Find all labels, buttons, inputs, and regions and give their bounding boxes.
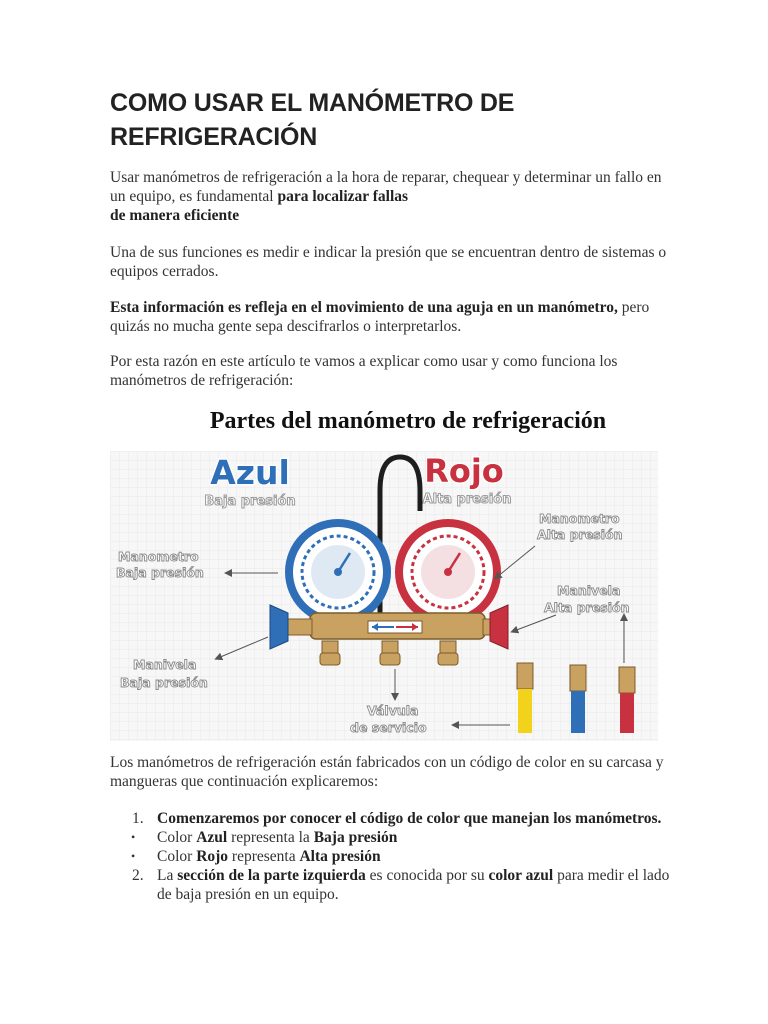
intro-bold-1: para localizar fallas: [277, 188, 409, 205]
color-code-paragraph: Los manómetros de refrigeración están fabricados con un código de color en su carcasa y mangueras que continuación explicaremos:: [110, 754, 664, 790]
bullet-marker: •: [131, 849, 136, 863]
list-marker: 1.: [132, 810, 144, 827]
red-handle: [490, 605, 508, 649]
label-manometro-baja-1: Manometro: [118, 549, 199, 564]
list-bold: color azul: [488, 867, 554, 884]
blue-handle: [270, 605, 288, 649]
list-item-1-text: Comenzaremos por conocer el código de color que manejan los manómetros.: [157, 810, 662, 827]
needle-bold: Esta información es refleja en el movimiento de una aguja en un manómetro,: [110, 299, 618, 316]
list-bold: sección de la parte izquierda: [177, 867, 366, 884]
azul-title: Azul: [210, 453, 290, 492]
label-manivela-alta-2: Alta presión: [544, 600, 630, 615]
list-item: [110, 866, 670, 904]
azul-subtitle: Baja presión: [204, 494, 296, 509]
red-gauge: [395, 519, 501, 625]
label-manometro-baja-2: Baja presión: [116, 565, 204, 580]
label-manometro-alta-2: Alta presión: [537, 527, 623, 542]
list-bold: Alta presión: [299, 848, 381, 865]
manifold-gauge-diagram: [110, 451, 658, 741]
label-manivela-baja-2: Baja presión: [120, 675, 208, 690]
red-hose-fitting: [619, 667, 635, 733]
list-item: [110, 809, 670, 828]
page-title: COMO USAR EL MANÓMETRO DE REFRIGERACIÓN: [110, 89, 515, 151]
list-text: es conocida por su: [365, 867, 489, 884]
bullet-marker: •: [131, 830, 136, 844]
list-text: representa la: [227, 829, 314, 846]
color-code-list: [110, 809, 670, 904]
rojo-title: Rojo: [424, 452, 504, 490]
diagram-svg: [110, 451, 658, 741]
label-manometro-alta-1: Manometro: [539, 511, 620, 526]
rojo-subtitle: Alta presión: [422, 492, 512, 507]
label-manivela-alta-1: Manivela: [557, 583, 621, 598]
section-title: Partes del manómetro de refrigeración: [209, 408, 607, 434]
intro-paragraph: [110, 168, 670, 225]
list-bold: Rojo: [196, 848, 229, 865]
list-item: [110, 847, 670, 866]
list-text: Color: [157, 829, 197, 846]
label-manivela-baja-1: Manivela: [133, 657, 197, 672]
label-valvula-2: de servicio: [350, 720, 427, 735]
list-text: La: [157, 867, 178, 884]
intro-text: Usar manómetros de refrigeración a la hora de reparar, chequear y determinar un fallo en un equipo, es fundamental: [110, 169, 662, 205]
list-text: Color: [157, 848, 197, 865]
label-valvula-1: Válvula: [367, 703, 419, 718]
reason-paragraph: Por esta razón en este artículo te vamos a explicar como usar y como funciona los manómetros de refrigeración:: [110, 353, 618, 389]
intro-bold-2: de manera eficiente: [110, 207, 240, 224]
list-bold: Baja presión: [313, 829, 398, 846]
blue-hose-fitting: [570, 665, 586, 733]
needle-text: pero quizás no mucha gente sepa descifrarlos o interpretarlos.: [110, 299, 650, 335]
needle-paragraph: [110, 298, 670, 336]
functions-paragraph: Una de sus funciones es medir e indicar la presión que se encuentran dentro de sistemas o equipos cerrados.: [110, 244, 667, 280]
list-text: para medir el lado de baja presión en un equipo.: [157, 867, 670, 903]
yellow-hose-fitting: [517, 663, 533, 733]
list-marker: 2.: [132, 867, 144, 884]
list-item: [110, 828, 670, 847]
list-text: representa: [228, 848, 300, 865]
blue-gauge: [285, 519, 391, 625]
list-bold: Azul: [196, 829, 228, 846]
